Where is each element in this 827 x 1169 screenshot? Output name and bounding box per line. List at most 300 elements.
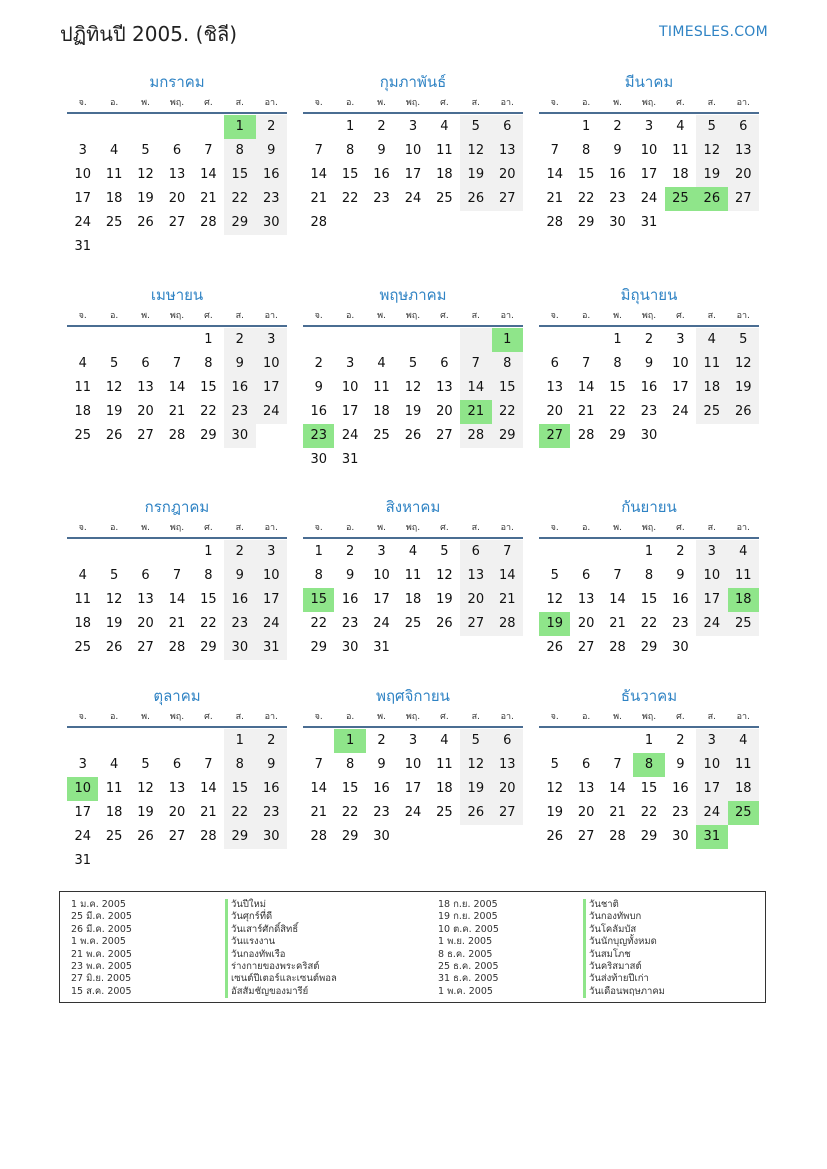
day-cell[interactable]: 15 [609, 380, 626, 395]
day-cell[interactable]: 10 [640, 143, 658, 158]
day-cell[interactable]: 7 [460, 352, 491, 376]
day-cell[interactable]: 26 [137, 829, 154, 844]
day-cell[interactable]: 14 [200, 781, 217, 796]
day-cell[interactable]: 24 [74, 215, 91, 230]
day-cell[interactable]: 6 [141, 568, 150, 583]
day-cell[interactable]: 4 [440, 119, 449, 134]
holiday-day-cell[interactable]: 8 [633, 753, 664, 777]
day-cell[interactable]: 16 [341, 592, 359, 607]
day-cell[interactable]: 25 [373, 428, 390, 443]
day-cell[interactable]: 10 [696, 564, 727, 588]
day-cell[interactable]: 30 [609, 215, 626, 230]
day-cell[interactable]: 21 [310, 191, 327, 206]
day-cell[interactable]: 8 [492, 352, 523, 376]
day-cell[interactable]: 11 [672, 143, 689, 158]
day-cell[interactable]: 28 [310, 215, 327, 230]
holiday-day-cell[interactable]: 10 [67, 777, 98, 801]
day-cell[interactable]: 24 [404, 191, 422, 206]
day-cell[interactable]: 25 [74, 640, 91, 655]
day-cell[interactable]: 7 [581, 356, 591, 371]
day-cell[interactable]: 21 [609, 616, 626, 631]
day-cell[interactable]: 15 [341, 781, 359, 796]
day-cell[interactable]: 29 [200, 640, 217, 655]
day-cell[interactable]: 11 [728, 753, 759, 777]
day-cell[interactable]: 30 [256, 211, 287, 235]
day-cell[interactable]: 6 [492, 729, 523, 753]
day-cell[interactable]: 15 [640, 592, 658, 607]
day-cell[interactable]: 16 [609, 167, 626, 182]
day-cell[interactable]: 9 [224, 352, 255, 376]
day-cell[interactable]: 30 [224, 636, 255, 660]
day-cell[interactable]: 4 [676, 119, 685, 134]
day-cell[interactable]: 11 [728, 564, 759, 588]
day-cell[interactable]: 20 [728, 163, 759, 187]
day-cell[interactable]: 27 [577, 829, 595, 844]
day-cell[interactable]: 28 [310, 829, 327, 844]
day-cell[interactable]: 1 [224, 729, 255, 753]
day-cell[interactable]: 10 [256, 352, 287, 376]
day-cell[interactable]: 8 [613, 356, 622, 371]
day-cell[interactable]: 18 [373, 404, 390, 419]
day-cell[interactable]: 20 [577, 616, 595, 631]
day-cell[interactable]: 26 [460, 187, 491, 211]
day-cell[interactable]: 3 [696, 729, 727, 753]
day-cell[interactable]: 17 [696, 777, 727, 801]
day-cell[interactable]: 29 [224, 211, 255, 235]
day-cell[interactable]: 28 [200, 215, 217, 230]
day-cell[interactable]: 3 [644, 119, 654, 134]
day-cell[interactable]: 14 [310, 167, 327, 182]
holiday-day-cell[interactable]: 23 [303, 424, 334, 448]
day-cell[interactable]: 12 [137, 781, 154, 796]
day-cell[interactable]: 4 [440, 733, 449, 748]
day-cell[interactable]: 17 [640, 167, 658, 182]
day-cell[interactable]: 9 [256, 753, 287, 777]
day-cell[interactable]: 5 [109, 356, 119, 371]
day-cell[interactable]: 24 [672, 404, 689, 419]
day-cell[interactable]: 27 [492, 801, 523, 825]
day-cell[interactable]: 7 [204, 143, 213, 158]
day-cell[interactable]: 14 [492, 564, 523, 588]
day-cell[interactable]: 17 [672, 380, 689, 395]
day-cell[interactable]: 6 [728, 115, 759, 139]
day-cell[interactable]: 17 [74, 191, 91, 206]
day-cell[interactable]: 5 [728, 328, 759, 352]
day-cell[interactable]: 8 [224, 139, 255, 163]
day-cell[interactable]: 22 [640, 616, 658, 631]
day-cell[interactable]: 28 [577, 428, 595, 443]
day-cell[interactable]: 31 [640, 215, 658, 230]
day-cell[interactable]: 8 [345, 757, 355, 772]
day-cell[interactable]: 16 [640, 380, 658, 395]
day-cell[interactable]: 10 [696, 753, 727, 777]
day-cell[interactable]: 16 [224, 376, 255, 400]
day-cell[interactable]: 13 [137, 592, 154, 607]
day-cell[interactable]: 30 [256, 825, 287, 849]
day-cell[interactable]: 27 [728, 187, 759, 211]
day-cell[interactable]: 3 [696, 540, 727, 564]
day-cell[interactable]: 19 [404, 404, 422, 419]
day-cell[interactable]: 22 [640, 805, 658, 820]
day-cell[interactable]: 14 [609, 592, 626, 607]
day-cell[interactable]: 25 [436, 191, 453, 206]
day-cell[interactable]: 26 [137, 215, 154, 230]
day-cell[interactable]: 11 [105, 167, 123, 182]
day-cell[interactable]: 20 [168, 191, 186, 206]
day-cell[interactable]: 6 [492, 115, 523, 139]
day-cell[interactable]: 23 [373, 805, 390, 820]
day-cell[interactable]: 8 [581, 143, 591, 158]
holiday-day-cell[interactable]: 18 [728, 588, 759, 612]
day-cell[interactable]: 22 [310, 616, 327, 631]
day-cell[interactable]: 1 [204, 544, 213, 559]
holiday-day-cell[interactable]: 1 [334, 729, 365, 753]
day-cell[interactable]: 20 [577, 805, 595, 820]
day-cell[interactable]: 31 [341, 452, 359, 467]
day-cell[interactable]: 28 [546, 215, 563, 230]
day-cell[interactable]: 1 [314, 544, 323, 559]
day-cell[interactable]: 21 [546, 191, 563, 206]
day-cell[interactable]: 3 [676, 332, 685, 347]
day-cell[interactable]: 20 [460, 588, 491, 612]
day-cell[interactable]: 13 [577, 592, 595, 607]
day-cell[interactable]: 29 [640, 640, 658, 655]
day-cell[interactable]: 15 [224, 163, 255, 187]
day-cell[interactable]: 2 [676, 733, 685, 748]
day-cell[interactable]: 19 [460, 777, 491, 801]
day-cell[interactable]: 10 [404, 757, 422, 772]
day-cell[interactable]: 18 [728, 777, 759, 801]
day-cell[interactable]: 7 [550, 143, 559, 158]
day-cell[interactable]: 30 [224, 424, 255, 448]
day-cell[interactable]: 27 [577, 640, 595, 655]
day-cell[interactable]: 31 [373, 640, 390, 655]
day-cell[interactable]: 10 [256, 564, 287, 588]
day-cell[interactable]: 19 [105, 404, 123, 419]
day-cell[interactable]: 3 [256, 328, 287, 352]
day-cell[interactable]: 11 [404, 568, 422, 583]
day-cell[interactable]: 26 [460, 801, 491, 825]
day-cell[interactable]: 29 [310, 640, 327, 655]
day-cell[interactable]: 30 [672, 829, 689, 844]
day-cell[interactable]: 16 [256, 777, 287, 801]
day-cell[interactable]: 28 [492, 612, 523, 636]
day-cell[interactable]: 14 [168, 380, 186, 395]
day-cell[interactable]: 3 [408, 733, 418, 748]
day-cell[interactable]: 10 [74, 167, 91, 182]
day-cell[interactable]: 17 [74, 805, 91, 820]
day-cell[interactable]: 7 [172, 568, 182, 583]
day-cell[interactable]: 24 [696, 801, 727, 825]
day-cell[interactable]: 3 [408, 119, 418, 134]
day-cell[interactable]: 19 [137, 191, 154, 206]
day-cell[interactable]: 27 [168, 215, 186, 230]
day-cell[interactable]: 21 [168, 404, 186, 419]
day-cell[interactable]: 26 [728, 400, 759, 424]
day-cell[interactable]: 12 [137, 167, 154, 182]
day-cell[interactable]: 26 [546, 829, 563, 844]
day-cell[interactable]: 13 [492, 753, 523, 777]
day-cell[interactable]: 12 [436, 568, 453, 583]
day-cell[interactable]: 29 [609, 428, 626, 443]
day-cell[interactable]: 18 [74, 616, 91, 631]
day-cell[interactable]: 8 [345, 143, 355, 158]
day-cell[interactable]: 23 [341, 616, 359, 631]
day-cell[interactable]: 12 [105, 592, 123, 607]
day-cell[interactable]: 15 [200, 380, 217, 395]
day-cell[interactable]: 6 [172, 143, 182, 158]
day-cell[interactable]: 7 [204, 757, 213, 772]
day-cell[interactable]: 12 [546, 592, 563, 607]
day-cell[interactable]: 12 [460, 139, 491, 163]
holiday-day-cell[interactable]: 27 [539, 424, 570, 448]
day-cell[interactable]: 5 [109, 568, 119, 583]
day-cell[interactable]: 21 [310, 805, 327, 820]
day-cell[interactable]: 23 [224, 612, 255, 636]
day-cell[interactable]: 27 [137, 428, 154, 443]
day-cell[interactable]: 9 [377, 757, 386, 772]
holiday-day-cell[interactable]: 1 [492, 328, 523, 352]
day-cell[interactable]: 2 [224, 540, 255, 564]
day-cell[interactable]: 17 [696, 588, 727, 612]
day-cell[interactable]: 24 [341, 428, 359, 443]
day-cell[interactable]: 18 [436, 781, 453, 796]
day-cell[interactable]: 15 [224, 777, 255, 801]
day-cell[interactable]: 2 [345, 544, 355, 559]
day-cell[interactable]: 8 [644, 568, 654, 583]
day-cell[interactable]: 22 [341, 191, 359, 206]
day-cell[interactable]: 9 [345, 568, 355, 583]
day-cell[interactable]: 22 [224, 187, 255, 211]
day-cell[interactable]: 15 [341, 167, 359, 182]
day-cell[interactable]: 17 [256, 376, 287, 400]
day-cell[interactable]: 31 [74, 853, 91, 868]
day-cell[interactable]: 18 [105, 191, 123, 206]
holiday-day-cell[interactable]: 25 [665, 187, 696, 211]
day-cell[interactable]: 13 [436, 380, 453, 395]
day-cell[interactable]: 20 [137, 616, 154, 631]
day-cell[interactable]: 20 [492, 777, 523, 801]
day-cell[interactable]: 3 [78, 143, 87, 158]
day-cell[interactable]: 29 [200, 428, 217, 443]
day-cell[interactable]: 9 [676, 757, 685, 772]
day-cell[interactable]: 31 [256, 636, 287, 660]
day-cell[interactable]: 28 [200, 829, 217, 844]
day-cell[interactable]: 2 [256, 115, 287, 139]
day-cell[interactable]: 12 [105, 380, 123, 395]
day-cell[interactable]: 16 [373, 781, 390, 796]
day-cell[interactable]: 24 [74, 829, 91, 844]
day-cell[interactable]: 6 [550, 356, 559, 371]
holiday-day-cell[interactable]: 26 [696, 187, 727, 211]
day-cell[interactable]: 9 [613, 143, 622, 158]
day-cell[interactable]: 10 [373, 568, 390, 583]
day-cell[interactable]: 12 [460, 753, 491, 777]
day-cell[interactable]: 27 [492, 187, 523, 211]
day-cell[interactable]: 19 [546, 805, 563, 820]
day-cell[interactable]: 23 [256, 801, 287, 825]
day-cell[interactable]: 12 [546, 781, 563, 796]
day-cell[interactable]: 16 [256, 163, 287, 187]
day-cell[interactable]: 4 [728, 540, 759, 564]
day-cell[interactable]: 29 [224, 825, 255, 849]
day-cell[interactable]: 30 [310, 452, 327, 467]
holiday-day-cell[interactable]: 15 [303, 588, 334, 612]
day-cell[interactable]: 15 [492, 376, 523, 400]
day-cell[interactable]: 8 [224, 753, 255, 777]
day-cell[interactable]: 5 [460, 115, 491, 139]
day-cell[interactable]: 31 [74, 239, 91, 254]
day-cell[interactable]: 7 [314, 757, 323, 772]
day-cell[interactable]: 7 [172, 356, 182, 371]
day-cell[interactable]: 5 [141, 143, 150, 158]
day-cell[interactable]: 22 [224, 801, 255, 825]
day-cell[interactable]: 19 [137, 805, 154, 820]
day-cell[interactable]: 4 [408, 544, 418, 559]
day-cell[interactable]: 18 [672, 167, 689, 182]
day-cell[interactable]: 28 [609, 640, 626, 655]
day-cell[interactable]: 20 [546, 404, 563, 419]
day-cell[interactable]: 17 [341, 404, 359, 419]
day-cell[interactable]: 6 [141, 356, 150, 371]
day-cell[interactable]: 3 [256, 540, 287, 564]
day-cell[interactable]: 12 [728, 352, 759, 376]
day-cell[interactable]: 28 [168, 428, 186, 443]
day-cell[interactable]: 22 [341, 805, 359, 820]
day-cell[interactable]: 1 [204, 332, 213, 347]
day-cell[interactable]: 16 [224, 588, 255, 612]
day-cell[interactable]: 4 [109, 757, 119, 772]
day-cell[interactable]: 7 [492, 540, 523, 564]
day-cell[interactable]: 19 [105, 616, 123, 631]
day-cell[interactable]: 20 [168, 805, 186, 820]
day-cell[interactable]: 25 [404, 616, 422, 631]
day-cell[interactable]: 6 [440, 356, 449, 371]
day-cell[interactable]: 30 [341, 640, 359, 655]
day-cell[interactable]: 9 [676, 568, 685, 583]
day-cell[interactable]: 21 [168, 616, 186, 631]
day-cell[interactable]: 1 [581, 119, 591, 134]
day-cell[interactable]: 15 [640, 781, 658, 796]
day-cell[interactable]: 4 [728, 729, 759, 753]
day-cell[interactable]: 19 [460, 163, 491, 187]
day-cell[interactable]: 13 [577, 781, 595, 796]
day-cell[interactable]: 2 [224, 328, 255, 352]
day-cell[interactable]: 6 [460, 540, 491, 564]
day-cell[interactable]: 17 [373, 592, 390, 607]
day-cell[interactable]: 27 [168, 829, 186, 844]
day-cell[interactable]: 20 [492, 163, 523, 187]
day-cell[interactable]: 10 [341, 380, 359, 395]
day-cell[interactable]: 5 [550, 568, 559, 583]
day-cell[interactable]: 1 [644, 733, 654, 748]
day-cell[interactable]: 9 [314, 380, 323, 395]
day-cell[interactable]: 29 [640, 829, 658, 844]
day-cell[interactable]: 24 [696, 612, 727, 636]
day-cell[interactable]: 5 [696, 115, 727, 139]
day-cell[interactable]: 1 [345, 119, 355, 134]
day-cell[interactable]: 22 [577, 191, 595, 206]
day-cell[interactable]: 23 [373, 191, 390, 206]
day-cell[interactable]: 27 [460, 612, 491, 636]
day-cell[interactable]: 22 [200, 616, 217, 631]
day-cell[interactable]: 28 [609, 829, 626, 844]
day-cell[interactable]: 7 [314, 143, 323, 158]
day-cell[interactable]: 5 [460, 729, 491, 753]
day-cell[interactable]: 14 [577, 380, 595, 395]
day-cell[interactable]: 25 [74, 428, 91, 443]
day-cell[interactable]: 30 [640, 428, 658, 443]
day-cell[interactable]: 20 [137, 404, 154, 419]
day-cell[interactable]: 21 [200, 191, 217, 206]
day-cell[interactable]: 2 [377, 119, 386, 134]
day-cell[interactable]: 18 [74, 404, 91, 419]
day-cell[interactable]: 21 [609, 805, 626, 820]
day-cell[interactable]: 15 [200, 592, 217, 607]
day-cell[interactable]: 1 [644, 544, 654, 559]
day-cell[interactable]: 20 [436, 404, 453, 419]
day-cell[interactable]: 5 [408, 356, 418, 371]
holiday-day-cell[interactable]: 21 [460, 400, 491, 424]
day-cell[interactable]: 16 [310, 404, 327, 419]
day-cell[interactable]: 4 [78, 568, 87, 583]
day-cell[interactable]: 14 [546, 167, 563, 182]
day-cell[interactable]: 25 [105, 829, 123, 844]
day-cell[interactable]: 23 [672, 805, 689, 820]
day-cell[interactable]: 26 [404, 428, 422, 443]
day-cell[interactable]: 4 [377, 356, 386, 371]
day-cell[interactable]: 9 [377, 143, 386, 158]
day-cell[interactable]: 19 [436, 592, 453, 607]
day-cell[interactable]: 7 [613, 568, 622, 583]
day-cell[interactable]: 9 [224, 564, 255, 588]
day-cell[interactable]: 24 [256, 400, 287, 424]
day-cell[interactable]: 18 [696, 376, 727, 400]
day-cell[interactable]: 14 [200, 167, 217, 182]
day-cell[interactable]: 5 [440, 544, 449, 559]
day-cell[interactable]: 11 [74, 380, 91, 395]
day-cell[interactable]: 3 [377, 544, 386, 559]
holiday-day-cell[interactable]: 31 [696, 825, 727, 849]
day-cell[interactable]: 11 [373, 380, 390, 395]
day-cell[interactable]: 27 [436, 428, 453, 443]
day-cell[interactable]: 23 [224, 400, 255, 424]
day-cell[interactable]: 9 [644, 356, 654, 371]
day-cell[interactable]: 24 [256, 612, 287, 636]
day-cell[interactable]: 17 [404, 167, 422, 182]
day-cell[interactable]: 1 [613, 332, 622, 347]
day-cell[interactable]: 24 [373, 616, 390, 631]
day-cell[interactable]: 13 [492, 139, 523, 163]
day-cell[interactable]: 29 [341, 829, 359, 844]
day-cell[interactable]: 17 [404, 781, 422, 796]
day-cell[interactable]: 14 [609, 781, 626, 796]
day-cell[interactable]: 19 [728, 376, 759, 400]
day-cell[interactable]: 24 [640, 191, 658, 206]
day-cell[interactable]: 25 [436, 805, 453, 820]
day-cell[interactable]: 22 [492, 400, 523, 424]
day-cell[interactable]: 8 [204, 568, 213, 583]
day-cell[interactable]: 7 [613, 757, 622, 772]
day-cell[interactable]: 21 [492, 588, 523, 612]
day-cell[interactable]: 5 [141, 757, 150, 772]
day-cell[interactable]: 9 [256, 139, 287, 163]
day-cell[interactable]: 22 [609, 404, 626, 419]
day-cell[interactable]: 11 [105, 781, 123, 796]
day-cell[interactable]: 18 [436, 167, 453, 182]
day-cell[interactable]: 26 [105, 640, 123, 655]
day-cell[interactable]: 25 [728, 612, 759, 636]
